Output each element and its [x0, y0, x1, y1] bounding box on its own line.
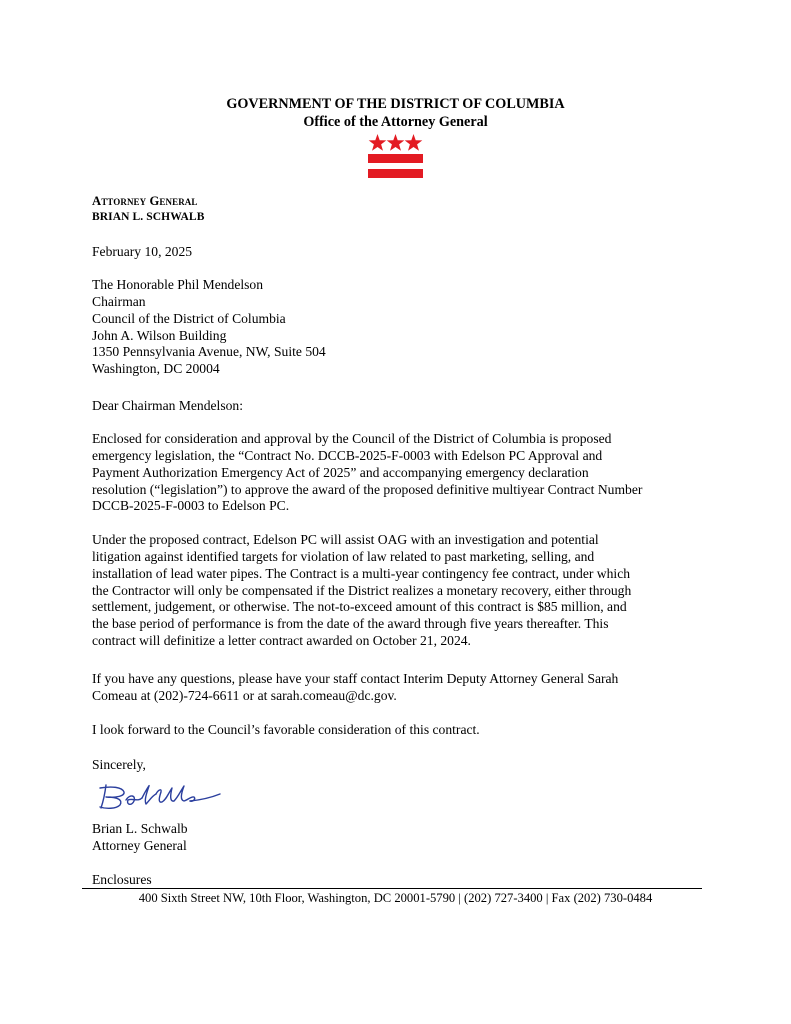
salutation: Dear Chairman Mendelson:	[92, 398, 243, 413]
paragraph-line: If you have any questions, please have your staff contact Interim Deputy Attorney General Sarah	[92, 671, 619, 686]
star-icon	[387, 134, 405, 151]
address-line: John A. Wilson Building	[92, 327, 227, 343]
signer-block	[92, 821, 712, 855]
flag-stars	[369, 134, 423, 151]
enclosures-note: Enclosures	[92, 872, 152, 887]
star-icon	[369, 134, 387, 151]
paragraph-line: contract will definitize a letter contract awarded on October 21, 2024.	[92, 633, 471, 649]
flag-bar-bottom	[368, 169, 423, 178]
paragraph-line: Under the proposed contract, Edelson PC will assist OAG with an investigation and potential	[92, 532, 599, 547]
address-line: Chairman	[92, 293, 146, 309]
body-paragraph-3	[92, 671, 712, 705]
signer-title: Attorney General	[92, 837, 187, 853]
body-paragraph-4	[92, 722, 712, 739]
paragraph-line: Payment Authorization Emergency Act of 2025” and accompanying emergency declaration	[92, 464, 589, 480]
dc-flag-logo	[368, 134, 423, 180]
paragraph-line: Comeau at (202)-724-6611 or at sarah.comeau@dc.gov.	[92, 687, 397, 703]
attorney-general-name: BRIAN L. SCHWALB	[92, 211, 205, 223]
paragraph-line: DCCB-2025-F-0003 to Edelson PC.	[92, 498, 290, 514]
paragraph-line: installation of lead water pipes. The Contract is a multi-year contingency fee contract, under which	[92, 565, 631, 581]
attorney-general-block	[92, 193, 204, 225]
footer-contact: 400 Sixth Street NW, 10th Floor, Washington, DC 20001-5790 | (202) 727-3400 | Fax (202) 730-0484	[138, 891, 653, 905]
recipient-address	[92, 277, 712, 378]
paragraph-line: emergency legislation, the “Contract No. DCCB-2025-F-0003 with Edelson PC Approval and	[92, 447, 603, 463]
address-line: 1350 Pennsylvania Avenue, NW, Suite 504	[92, 344, 326, 360]
paragraph-line: litigation against identified targets for violation of law related to past marketing, selling, and	[92, 548, 595, 564]
flag-bar-top	[368, 154, 423, 163]
government-heading: GOVERNMENT OF THE DISTRICT OF COLUMBIA	[226, 96, 565, 112]
footer-divider	[82, 888, 702, 889]
attorney-general-title: Attorney General	[92, 194, 198, 208]
letter-date: February 10, 2025	[92, 244, 193, 259]
address-line: The Honorable Phil Mendelson	[92, 277, 264, 292]
signer-name: Brian L. Schwalb	[92, 821, 188, 836]
address-line: Council of the District of Columbia	[92, 310, 286, 326]
address-line: Washington, DC 20004	[92, 361, 220, 377]
body-paragraph-1	[92, 431, 712, 515]
office-heading: Office of the Attorney General	[303, 114, 488, 130]
paragraph-line: Enclosed for consideration and approval by the Council of the District of Columbia is proposed	[92, 431, 612, 446]
paragraph-line: the Contractor will only be compensated if the District realizes a monetary recovery, either through	[92, 582, 632, 598]
paragraph-line: settlement, judgement, or otherwise. The not-to-exceed amount of this contract is $85 million, and	[92, 599, 627, 615]
paragraph-line: resolution (“legislation”) to approve the award of the proposed definitive multiyear Contract Number	[92, 481, 643, 497]
star-icon	[405, 134, 423, 151]
paragraph-line: the base period of performance is from the date of the award through five years thereafter. This	[92, 616, 609, 632]
body-paragraph-2	[92, 532, 712, 650]
handwritten-signature	[92, 778, 232, 814]
closing: Sincerely,	[92, 757, 146, 772]
paragraph-line: I look forward to the Council’s favorable consideration of this contract.	[92, 722, 480, 737]
